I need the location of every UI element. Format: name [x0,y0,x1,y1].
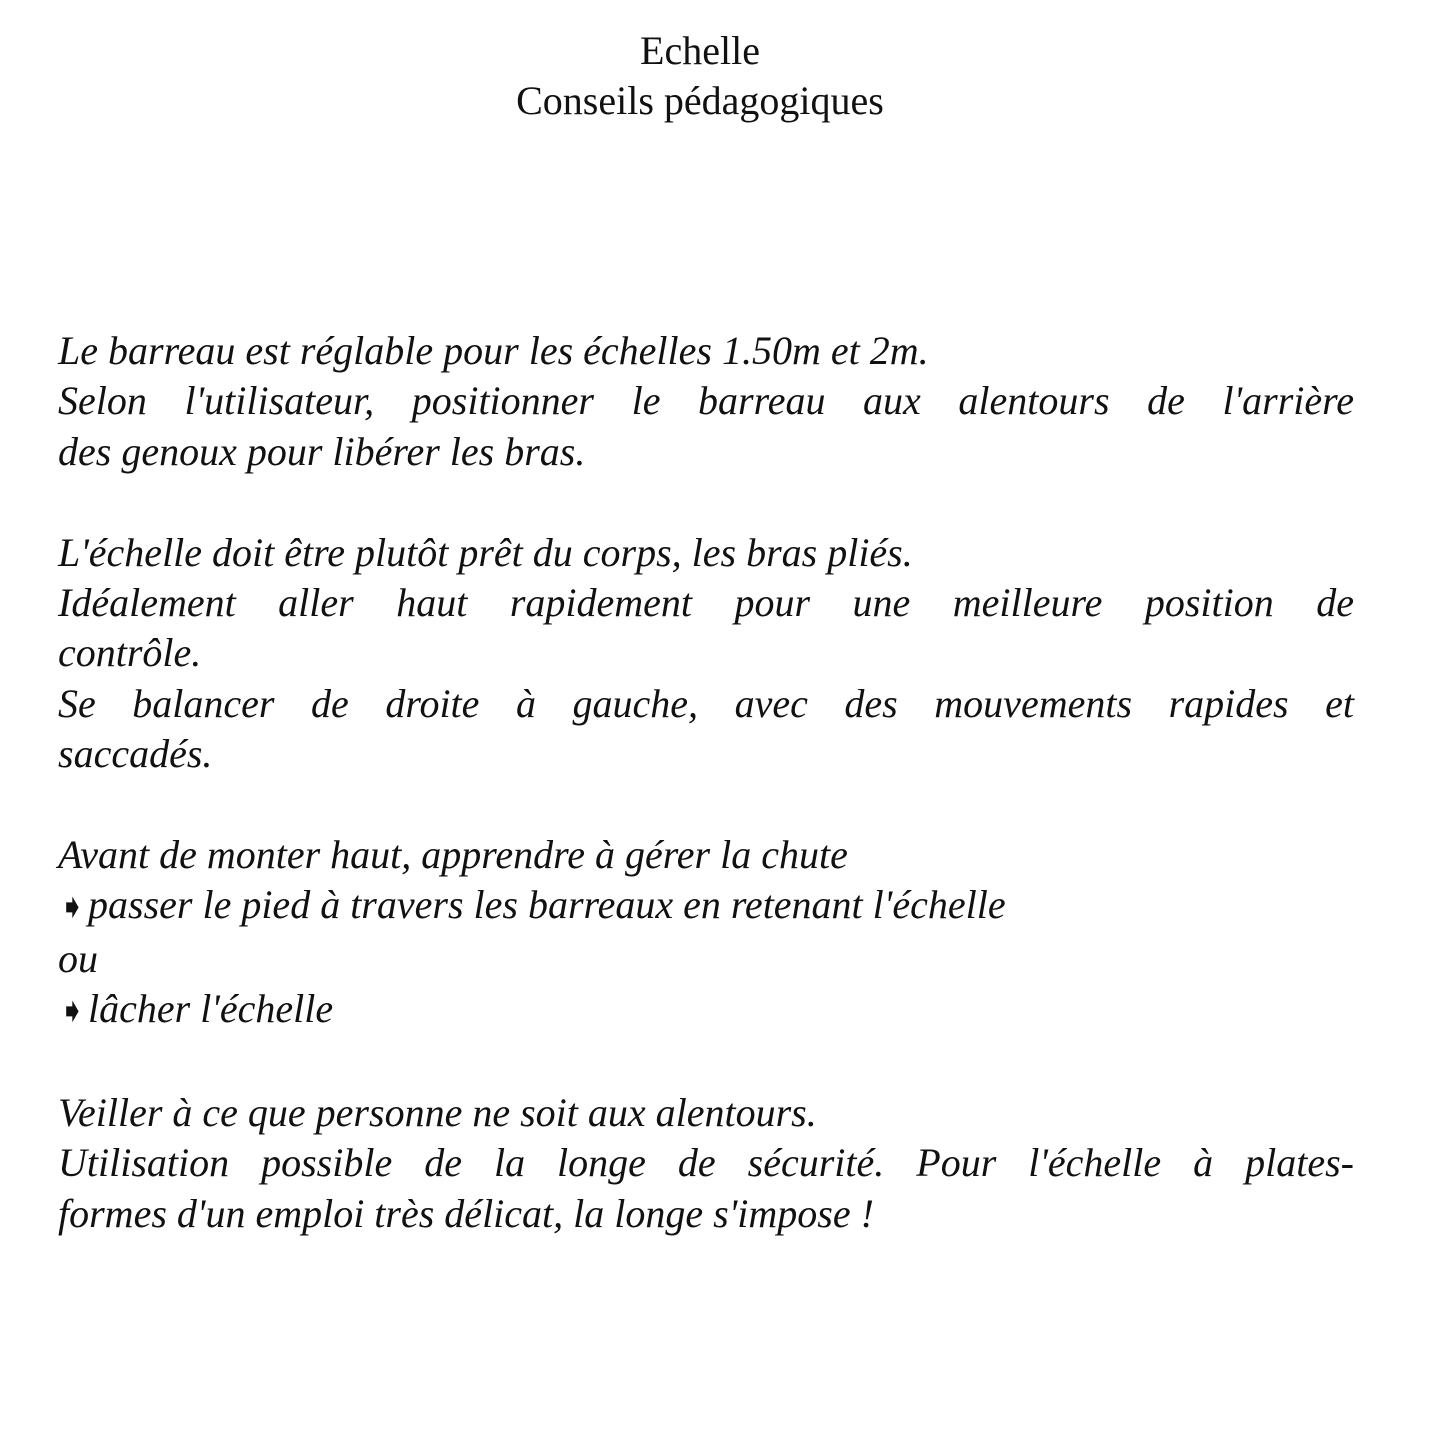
arrow-bullet-icon: ➧ [58,889,87,927]
document-subtitle: Conseils pédagogiques [516,78,884,123]
bullet-text: lâcher l'échelle [88,986,334,1032]
document-body [58,326,1354,1290]
text-line: L'échelle doit être plutôt prêt du corps, les bras pliés. [58,529,913,575]
paragraph-technique [58,528,1354,780]
document-title: Echelle [640,28,760,73]
text-line: Le barreau est réglable pour les échelles 1.50m et 2m. [58,328,929,373]
text-line: Avant de monter haut, apprendre à gérer la chute [58,832,848,878]
bullet-text: passer le pied à travers les barreaux en retenant l'échelle [88,882,1006,928]
document-header [0,26,1400,126]
text-line: Selon l'utilisateur, positionner le barreau aux alentours de l'arrière [58,378,1354,424]
text-line: Utilisation possible de la longe de sécurité. Pour l'échelle à plates- [58,1140,1354,1186]
text-line: Veiller à ce que personne ne soit aux alentours. [58,1090,817,1136]
text-line: Se balancer de droite à gauche, avec des mouvements rapides et [58,680,1354,726]
text-line: contrôle. [58,630,202,676]
paragraph-falling [58,830,1354,1038]
arrow-bullet-icon: ➧ [58,993,87,1031]
paragraph-safety [58,1088,1354,1239]
text-line: formes d'un emploi très délicat, la longe s'impose ! [58,1190,874,1236]
text-line: des genoux pour libérer les bras. [58,428,586,474]
text-line: Idéalement aller haut rapidement pour une meilleure position de [58,580,1354,626]
bullet-item [58,984,1354,1037]
text-line: ou [58,935,98,981]
text-line: saccadés. [58,731,213,777]
paragraph-adjustment [58,326,1354,477]
bullet-item [58,880,1354,933]
